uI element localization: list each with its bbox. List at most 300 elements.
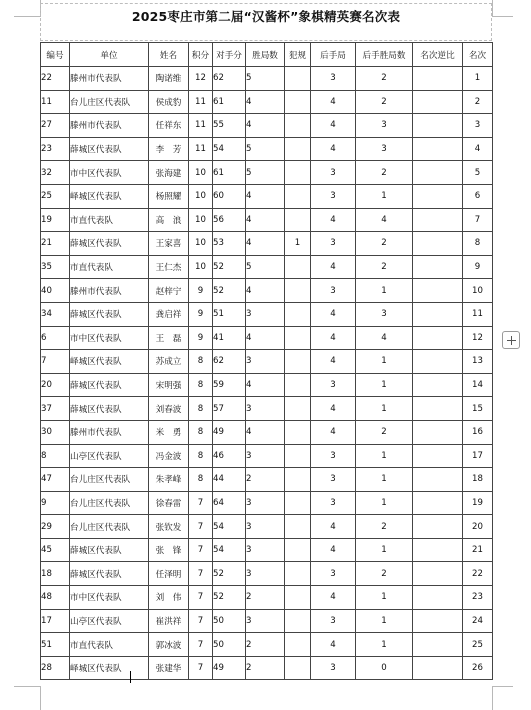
cell-wins[interactable]: 3: [246, 562, 285, 586]
cell-name[interactable]: 刘 伟: [149, 586, 189, 610]
cell-fouls[interactable]: [285, 468, 311, 492]
cell-fouls[interactable]: [285, 137, 311, 161]
cell-second-wins[interactable]: 1: [356, 279, 413, 303]
cell-id[interactable]: 8: [41, 444, 70, 468]
cell-points[interactable]: 8: [189, 350, 213, 374]
cell-rank[interactable]: 19: [463, 491, 493, 515]
cell-opponent-score[interactable]: 44: [213, 468, 246, 492]
cell-opponent-score[interactable]: 57: [213, 397, 246, 421]
cell-reverse-rank[interactable]: [413, 326, 463, 350]
cell-points[interactable]: 7: [189, 538, 213, 562]
cell-points[interactable]: 7: [189, 491, 213, 515]
cell-second-wins[interactable]: 2: [356, 90, 413, 114]
cell-name[interactable]: 徐春雷: [149, 491, 189, 515]
cell-id[interactable]: 32: [41, 161, 70, 185]
cell-opponent-score[interactable]: 52: [213, 255, 246, 279]
cell-points[interactable]: 8: [189, 444, 213, 468]
cell-points[interactable]: 10: [189, 255, 213, 279]
cell-points[interactable]: 9: [189, 302, 213, 326]
cell-team[interactable]: 市直代表队: [70, 208, 149, 232]
cell-reverse-rank[interactable]: [413, 397, 463, 421]
cell-wins[interactable]: 4: [246, 208, 285, 232]
cell-second-wins[interactable]: 1: [356, 538, 413, 562]
cell-wins[interactable]: 3: [246, 538, 285, 562]
cell-second-wins[interactable]: 2: [356, 67, 413, 91]
cell-second-wins[interactable]: 2: [356, 515, 413, 539]
cell-reverse-rank[interactable]: [413, 373, 463, 397]
cell-reverse-rank[interactable]: [413, 515, 463, 539]
cell-rank[interactable]: 12: [463, 326, 493, 350]
cell-reverse-rank[interactable]: [413, 137, 463, 161]
cell-opponent-score[interactable]: 46: [213, 444, 246, 468]
cell-fouls[interactable]: 1: [285, 232, 311, 256]
cell-second-games[interactable]: 4: [311, 90, 356, 114]
cell-rank[interactable]: 1: [463, 67, 493, 91]
cell-rank[interactable]: 20: [463, 515, 493, 539]
table-row: [41, 326, 493, 350]
table-body: [41, 67, 493, 680]
cell-second-games[interactable]: 4: [311, 326, 356, 350]
cell-reverse-rank[interactable]: [413, 255, 463, 279]
cell-id[interactable]: 35: [41, 255, 70, 279]
cell-name[interactable]: 张钦发: [149, 515, 189, 539]
cell-second-games[interactable]: 4: [311, 420, 356, 444]
cell-second-games[interactable]: 3: [311, 468, 356, 492]
cell-rank[interactable]: 5: [463, 161, 493, 185]
table-row: [41, 609, 493, 633]
cell-fouls[interactable]: [285, 90, 311, 114]
cell-id[interactable]: 34: [41, 302, 70, 326]
cell-fouls[interactable]: [285, 373, 311, 397]
cell-second-games[interactable]: 3: [311, 656, 356, 680]
cell-points[interactable]: 12: [189, 67, 213, 91]
cell-team[interactable]: 市中区代表队: [70, 586, 149, 610]
cell-id[interactable]: 21: [41, 232, 70, 256]
cell-name[interactable]: 苏成立: [149, 350, 189, 374]
cell-name[interactable]: 龚启祥: [149, 302, 189, 326]
cell-points[interactable]: 7: [189, 633, 213, 657]
cell-second-wins[interactable]: 2: [356, 420, 413, 444]
cell-name[interactable]: 朱孝峰: [149, 468, 189, 492]
cell-wins[interactable]: 3: [246, 609, 285, 633]
cell-wins[interactable]: 2: [246, 586, 285, 610]
cell-opponent-score[interactable]: 52: [213, 279, 246, 303]
cell-wins[interactable]: 3: [246, 397, 285, 421]
cell-team[interactable]: 台儿庄区代表队: [70, 515, 149, 539]
table-row: [41, 137, 493, 161]
cell-wins[interactable]: 5: [246, 67, 285, 91]
cell-second-wins[interactable]: 3: [356, 137, 413, 161]
cell-wins[interactable]: 3: [246, 350, 285, 374]
cell-id[interactable]: 18: [41, 562, 70, 586]
cell-reverse-rank[interactable]: [413, 161, 463, 185]
cell-second-games[interactable]: 4: [311, 255, 356, 279]
cell-team[interactable]: 山亭区代表队: [70, 609, 149, 633]
cell-rank[interactable]: 6: [463, 184, 493, 208]
cell-second-games[interactable]: 3: [311, 562, 356, 586]
cell-fouls[interactable]: [285, 515, 311, 539]
cell-second-wins[interactable]: 1: [356, 468, 413, 492]
cell-second-wins[interactable]: 1: [356, 184, 413, 208]
cell-team[interactable]: 滕州市代表队: [70, 114, 149, 138]
cell-second-games[interactable]: 4: [311, 350, 356, 374]
cell-second-games[interactable]: 4: [311, 397, 356, 421]
cell-team[interactable]: 薛城区代表队: [70, 137, 149, 161]
cell-second-games[interactable]: 4: [311, 208, 356, 232]
cell-id[interactable]: 30: [41, 420, 70, 444]
cell-second-wins[interactable]: 0: [356, 656, 413, 680]
cell-id[interactable]: 6: [41, 326, 70, 350]
cell-name[interactable]: 任祥东: [149, 114, 189, 138]
cell-rank[interactable]: 10: [463, 279, 493, 303]
cell-points[interactable]: 7: [189, 515, 213, 539]
cell-rank[interactable]: 3: [463, 114, 493, 138]
cell-second-wins[interactable]: 4: [356, 208, 413, 232]
cell-rank[interactable]: 16: [463, 420, 493, 444]
cell-rank[interactable]: 14: [463, 373, 493, 397]
cell-fouls[interactable]: [285, 633, 311, 657]
cell-rank[interactable]: 15: [463, 397, 493, 421]
cell-reverse-rank[interactable]: [413, 491, 463, 515]
ranking-table: [40, 42, 493, 680]
cell-fouls[interactable]: [285, 114, 311, 138]
cell-opponent-score[interactable]: 54: [213, 515, 246, 539]
cell-wins[interactable]: 4: [246, 326, 285, 350]
cell-name[interactable]: 任泽明: [149, 562, 189, 586]
cell-id[interactable]: 47: [41, 468, 70, 492]
cell-opponent-score[interactable]: 59: [213, 373, 246, 397]
cell-wins[interactable]: 4: [246, 373, 285, 397]
header-second-wins: 后手胜局数: [356, 43, 413, 67]
cell-second-games[interactable]: 3: [311, 67, 356, 91]
cell-wins[interactable]: 5: [246, 161, 285, 185]
cell-second-wins[interactable]: 2: [356, 562, 413, 586]
cell-id[interactable]: 45: [41, 538, 70, 562]
cell-second-wins[interactable]: 1: [356, 444, 413, 468]
cell-fouls[interactable]: [285, 397, 311, 421]
cell-reverse-rank[interactable]: [413, 656, 463, 680]
cell-id[interactable]: 48: [41, 586, 70, 610]
cell-name[interactable]: 李 芳: [149, 137, 189, 161]
cell-wins[interactable]: 2: [246, 468, 285, 492]
cell-rank[interactable]: 24: [463, 609, 493, 633]
table-row: [41, 184, 493, 208]
cell-name[interactable]: 高 浪: [149, 208, 189, 232]
cell-wins[interactable]: 5: [246, 255, 285, 279]
cell-points[interactable]: 7: [189, 586, 213, 610]
cell-name[interactable]: 王 磊: [149, 326, 189, 350]
cell-second-games[interactable]: 3: [311, 279, 356, 303]
cell-opponent-score[interactable]: 61: [213, 90, 246, 114]
cell-second-wins[interactable]: 1: [356, 586, 413, 610]
cell-second-wins[interactable]: 1: [356, 397, 413, 421]
cell-points[interactable]: 8: [189, 373, 213, 397]
cell-reverse-rank[interactable]: [413, 633, 463, 657]
cell-reverse-rank[interactable]: [413, 279, 463, 303]
cell-wins[interactable]: 2: [246, 656, 285, 680]
cell-fouls[interactable]: [285, 350, 311, 374]
cell-second-wins[interactable]: 2: [356, 255, 413, 279]
cell-team[interactable]: 市中区代表队: [70, 326, 149, 350]
cell-points[interactable]: 7: [189, 562, 213, 586]
cell-fouls[interactable]: [285, 656, 311, 680]
table-row: [41, 67, 493, 91]
cell-rank[interactable]: 21: [463, 538, 493, 562]
cell-team[interactable]: 滕州市代表队: [70, 420, 149, 444]
cell-id[interactable]: 9: [41, 491, 70, 515]
cell-id[interactable]: 11: [41, 90, 70, 114]
cell-second-games[interactable]: 4: [311, 515, 356, 539]
cell-second-games[interactable]: 3: [311, 184, 356, 208]
cell-name[interactable]: 张海建: [149, 161, 189, 185]
cell-opponent-score[interactable]: 52: [213, 586, 246, 610]
cell-points[interactable]: 9: [189, 326, 213, 350]
cell-rank[interactable]: 26: [463, 656, 493, 680]
cell-second-games[interactable]: 4: [311, 586, 356, 610]
cell-wins[interactable]: 4: [246, 232, 285, 256]
cell-points[interactable]: 11: [189, 114, 213, 138]
cell-id[interactable]: 22: [41, 67, 70, 91]
cell-reverse-rank[interactable]: [413, 114, 463, 138]
cell-fouls[interactable]: [285, 420, 311, 444]
cell-opponent-score[interactable]: 41: [213, 326, 246, 350]
cell-wins[interactable]: 3: [246, 515, 285, 539]
cell-fouls[interactable]: [285, 184, 311, 208]
cell-opponent-score[interactable]: 62: [213, 350, 246, 374]
cell-second-games[interactable]: 4: [311, 633, 356, 657]
cell-points[interactable]: 11: [189, 137, 213, 161]
cell-wins[interactable]: 4: [246, 420, 285, 444]
cell-rank[interactable]: 11: [463, 302, 493, 326]
cell-fouls[interactable]: [285, 302, 311, 326]
cell-name[interactable]: 张建华: [149, 656, 189, 680]
cell-team[interactable]: 市直代表队: [70, 255, 149, 279]
cell-reverse-rank[interactable]: [413, 350, 463, 374]
cell-name[interactable]: 刘春波: [149, 397, 189, 421]
cell-id[interactable]: 23: [41, 137, 70, 161]
cell-opponent-score[interactable]: 61: [213, 161, 246, 185]
cell-second-wins[interactable]: 1: [356, 609, 413, 633]
cell-second-games[interactable]: 3: [311, 609, 356, 633]
cell-rank[interactable]: 18: [463, 468, 493, 492]
cell-team[interactable]: 薛城区代表队: [70, 397, 149, 421]
cell-team[interactable]: 台儿庄区代表队: [70, 491, 149, 515]
cell-rank[interactable]: 7: [463, 208, 493, 232]
cell-opponent-score[interactable]: 50: [213, 609, 246, 633]
cell-reverse-rank[interactable]: [413, 67, 463, 91]
cell-points[interactable]: 8: [189, 468, 213, 492]
cell-points[interactable]: 8: [189, 397, 213, 421]
cell-second-wins[interactable]: 1: [356, 350, 413, 374]
add-row-button[interactable]: [502, 331, 520, 349]
cell-name[interactable]: 侯成豹: [149, 90, 189, 114]
cell-id[interactable]: 7: [41, 350, 70, 374]
cell-name[interactable]: 宋明强: [149, 373, 189, 397]
cell-wins[interactable]: 4: [246, 90, 285, 114]
cell-second-games[interactable]: 3: [311, 444, 356, 468]
cell-name[interactable]: 郭冰波: [149, 633, 189, 657]
cell-name[interactable]: 米 勇: [149, 420, 189, 444]
cell-team[interactable]: 市直代表队: [70, 633, 149, 657]
cell-reverse-rank[interactable]: [413, 208, 463, 232]
cell-second-wins[interactable]: 1: [356, 373, 413, 397]
cell-wins[interactable]: 4: [246, 279, 285, 303]
cell-opponent-score[interactable]: 49: [213, 656, 246, 680]
cell-opponent-score[interactable]: 52: [213, 562, 246, 586]
cell-name[interactable]: 赵梓宁: [149, 279, 189, 303]
cell-reverse-rank[interactable]: [413, 468, 463, 492]
cell-points[interactable]: 7: [189, 656, 213, 680]
cell-opponent-score[interactable]: 54: [213, 137, 246, 161]
cell-second-games[interactable]: 3: [311, 232, 356, 256]
cell-reverse-rank[interactable]: [413, 302, 463, 326]
cell-wins[interactable]: 4: [246, 114, 285, 138]
cell-opponent-score[interactable]: 60: [213, 184, 246, 208]
cell-points[interactable]: 10: [189, 208, 213, 232]
cell-points[interactable]: 10: [189, 184, 213, 208]
cell-second-games[interactable]: 4: [311, 114, 356, 138]
cell-opponent-score[interactable]: 49: [213, 420, 246, 444]
cell-id[interactable]: 27: [41, 114, 70, 138]
cell-name[interactable]: 王仁杰: [149, 255, 189, 279]
cell-team[interactable]: 台儿庄区代表队: [70, 90, 149, 114]
cell-name[interactable]: 杨照耀: [149, 184, 189, 208]
cell-opponent-score[interactable]: 50: [213, 633, 246, 657]
cell-second-games[interactable]: 4: [311, 137, 356, 161]
cell-reverse-rank[interactable]: [413, 444, 463, 468]
header-wins: 胜局数: [246, 43, 285, 67]
cell-name[interactable]: 冯金波: [149, 444, 189, 468]
cell-id[interactable]: 28: [41, 656, 70, 680]
cell-fouls[interactable]: [285, 586, 311, 610]
cell-rank[interactable]: 4: [463, 137, 493, 161]
cell-fouls[interactable]: [285, 255, 311, 279]
cell-team[interactable]: 市中区代表队: [70, 161, 149, 185]
cell-second-games[interactable]: 3: [311, 161, 356, 185]
cell-wins[interactable]: 4: [246, 184, 285, 208]
table-row: [41, 114, 493, 138]
cell-second-games[interactable]: 3: [311, 373, 356, 397]
cell-name[interactable]: 陶诺维: [149, 67, 189, 91]
cell-rank[interactable]: 17: [463, 444, 493, 468]
cell-points[interactable]: 10: [189, 232, 213, 256]
cell-second-games[interactable]: 4: [311, 538, 356, 562]
cell-reverse-rank[interactable]: [413, 538, 463, 562]
cell-team[interactable]: 峄城区代表队: [70, 656, 149, 680]
cell-id[interactable]: 19: [41, 208, 70, 232]
cell-id[interactable]: 29: [41, 515, 70, 539]
cell-rank[interactable]: 23: [463, 586, 493, 610]
cell-points[interactable]: 10: [189, 161, 213, 185]
cell-second-wins[interactable]: 3: [356, 302, 413, 326]
cell-team[interactable]: 峄城区代表队: [70, 184, 149, 208]
cell-team[interactable]: 薛城区代表队: [70, 373, 149, 397]
cell-points[interactable]: 11: [189, 90, 213, 114]
cell-team[interactable]: 滕州市代表队: [70, 279, 149, 303]
cell-wins[interactable]: 3: [246, 444, 285, 468]
table-row: [41, 161, 493, 185]
cell-fouls[interactable]: [285, 609, 311, 633]
cell-team[interactable]: 薛城区代表队: [70, 562, 149, 586]
cell-wins[interactable]: 5: [246, 137, 285, 161]
cell-id[interactable]: 20: [41, 373, 70, 397]
cell-opponent-score[interactable]: 54: [213, 538, 246, 562]
cell-wins[interactable]: 2: [246, 633, 285, 657]
cell-opponent-score[interactable]: 62: [213, 67, 246, 91]
cell-team[interactable]: 山亭区代表队: [70, 444, 149, 468]
cell-points[interactable]: 8: [189, 420, 213, 444]
cell-fouls[interactable]: [285, 279, 311, 303]
cell-id[interactable]: 25: [41, 184, 70, 208]
cell-rank[interactable]: 22: [463, 562, 493, 586]
page-margin-mark-bottom-left: [14, 686, 41, 710]
cell-reverse-rank[interactable]: [413, 420, 463, 444]
cell-team[interactable]: 薛城区代表队: [70, 538, 149, 562]
cell-reverse-rank[interactable]: [413, 184, 463, 208]
cell-rank[interactable]: 9: [463, 255, 493, 279]
cell-second-games[interactable]: 3: [311, 491, 356, 515]
cell-rank[interactable]: 25: [463, 633, 493, 657]
cell-second-games[interactable]: 4: [311, 302, 356, 326]
cell-fouls[interactable]: [285, 538, 311, 562]
cell-fouls[interactable]: [285, 67, 311, 91]
cell-rank[interactable]: 8: [463, 232, 493, 256]
cell-id[interactable]: 17: [41, 609, 70, 633]
cell-id[interactable]: 40: [41, 279, 70, 303]
cell-fouls[interactable]: [285, 161, 311, 185]
cell-reverse-rank[interactable]: [413, 562, 463, 586]
cell-rank[interactable]: 13: [463, 350, 493, 374]
cell-team[interactable]: 滕州市代表队: [70, 67, 149, 91]
cell-team[interactable]: 峄城区代表队: [70, 350, 149, 374]
cell-opponent-score[interactable]: 64: [213, 491, 246, 515]
cell-reverse-rank[interactable]: [413, 90, 463, 114]
cell-points[interactable]: 7: [189, 609, 213, 633]
cell-wins[interactable]: 3: [246, 302, 285, 326]
cell-points[interactable]: 9: [189, 279, 213, 303]
cell-opponent-score[interactable]: 53: [213, 232, 246, 256]
cell-opponent-score[interactable]: 55: [213, 114, 246, 138]
cell-opponent-score[interactable]: 56: [213, 208, 246, 232]
cell-team[interactable]: 薛城区代表队: [70, 232, 149, 256]
cell-second-wins[interactable]: 3: [356, 114, 413, 138]
cell-name[interactable]: 王家喜: [149, 232, 189, 256]
cell-reverse-rank[interactable]: [413, 609, 463, 633]
cell-fouls[interactable]: [285, 491, 311, 515]
cell-second-wins[interactable]: 1: [356, 633, 413, 657]
cell-id[interactable]: 37: [41, 397, 70, 421]
cell-id[interactable]: 51: [41, 633, 70, 657]
cell-team[interactable]: 台儿庄区代表队: [70, 468, 149, 492]
cell-fouls[interactable]: [285, 444, 311, 468]
cell-name[interactable]: 张 锋: [149, 538, 189, 562]
cell-fouls[interactable]: [285, 562, 311, 586]
cell-reverse-rank[interactable]: [413, 232, 463, 256]
cell-name[interactable]: 崔洪祥: [149, 609, 189, 633]
cell-fouls[interactable]: [285, 208, 311, 232]
cell-second-wins[interactable]: 4: [356, 326, 413, 350]
cell-reverse-rank[interactable]: [413, 586, 463, 610]
cell-wins[interactable]: 3: [246, 491, 285, 515]
cell-fouls[interactable]: [285, 326, 311, 350]
cell-team[interactable]: 薛城区代表队: [70, 302, 149, 326]
cell-second-wins[interactable]: 2: [356, 161, 413, 185]
cell-second-wins[interactable]: 1: [356, 491, 413, 515]
cell-rank[interactable]: 2: [463, 90, 493, 114]
cell-opponent-score[interactable]: 51: [213, 302, 246, 326]
cell-second-wins[interactable]: 2: [356, 232, 413, 256]
table-row: [41, 420, 493, 444]
